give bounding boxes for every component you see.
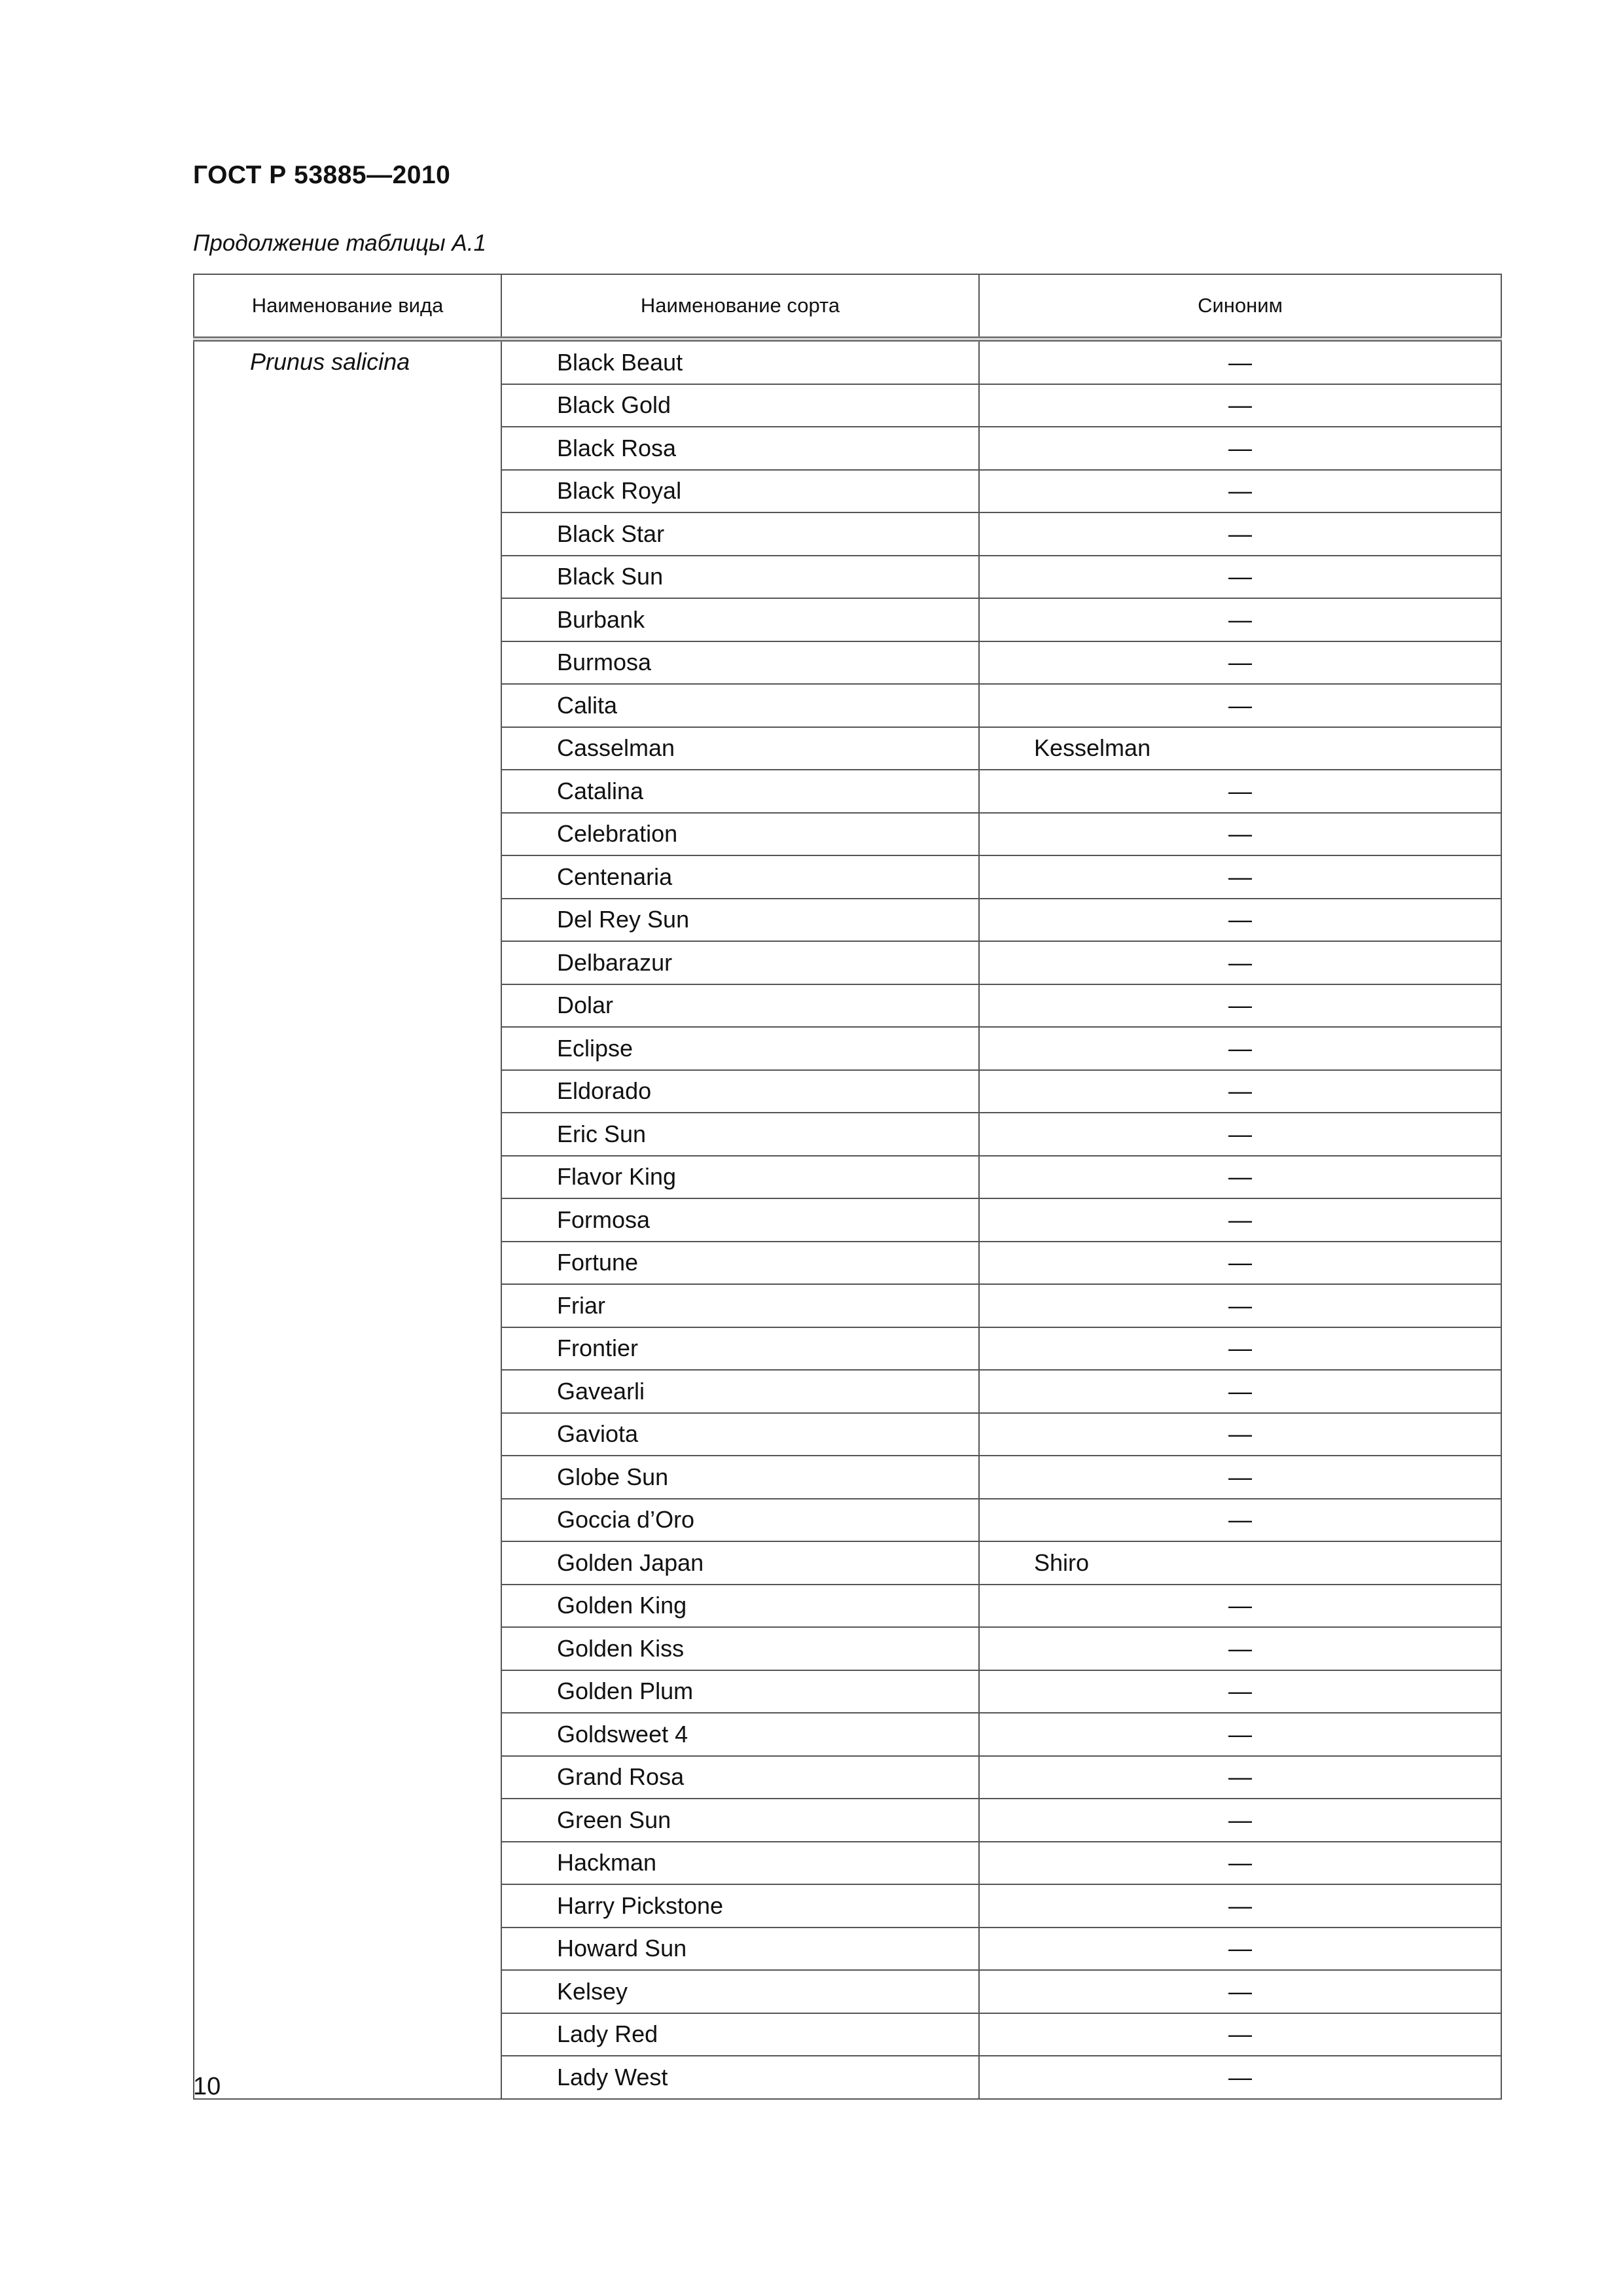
synonym-cell: — [979,1198,1501,1242]
variety-name-cell: Gavearli [501,1370,979,1413]
variety-name-cell: Golden Japan [501,1541,979,1585]
synonym-cell: — [979,1670,1501,1713]
synonym-cell: — [979,1370,1501,1413]
synonym-cell: — [979,427,1501,470]
variety-name-cell: Black Beaut [501,339,979,384]
synonym-cell: — [979,1756,1501,1799]
synonym-cell: — [979,641,1501,685]
table-header-row [194,274,1501,339]
table-row [194,339,1501,384]
variety-name-cell: Gaviota [501,1413,979,1456]
variety-name-cell: Black Gold [501,384,979,427]
synonym-cell: — [979,1413,1501,1456]
synonym-cell: — [979,813,1501,856]
synonym-cell: — [979,855,1501,899]
variety-name-cell: Flavor King [501,1156,979,1199]
variety-name-cell: Celebration [501,813,979,856]
variety-name-cell: Goccia d’Oro [501,1499,979,1542]
column-header-species: Наименование вида [194,274,501,339]
variety-name-cell: Calita [501,684,979,727]
variety-name-cell: Delbarazur [501,941,979,984]
variety-name-cell: Harry Pickstone [501,1884,979,1928]
synonym-cell: — [979,899,1501,942]
synonym-cell: — [979,1884,1501,1928]
variety-name-cell: Globe Sun [501,1456,979,1499]
variety-name-cell: Casselman [501,727,979,770]
synonym-cell: — [979,1242,1501,1285]
synonym-cell: — [979,556,1501,599]
synonym-cell: — [979,1113,1501,1156]
variety-name-cell: Fortune [501,1242,979,1285]
variety-name-cell: Golden Kiss [501,1627,979,1670]
synonym-cell: — [979,770,1501,813]
synonym-cell: — [979,1456,1501,1499]
synonym-cell: — [979,984,1501,1028]
synonym-cell: — [979,598,1501,641]
column-header-synonym: Синоним [979,274,1501,339]
variety-name-cell: Eclipse [501,1027,979,1070]
column-header-variety: Наименование сорта [501,274,979,339]
variety-name-cell: Eldorado [501,1070,979,1113]
variety-name-cell: Burmosa [501,641,979,685]
synonym-cell: — [979,2013,1501,2056]
synonym-cell: — [979,1627,1501,1670]
variety-name-cell: Howard Sun [501,1928,979,1971]
variety-name-cell: Lady West [501,2056,979,2099]
synonym-cell: — [979,1070,1501,1113]
page-number: 10 [193,2073,221,2100]
variety-name-cell: Del Rey Sun [501,899,979,942]
synonym-cell: — [979,1585,1501,1628]
synonym-cell: — [979,512,1501,556]
variety-name-cell: Grand Rosa [501,1756,979,1799]
table-caption: Продолжение таблицы А.1 [193,230,486,256]
variety-name-cell: Kelsey [501,1970,979,2013]
variety-name-cell: Dolar [501,984,979,1028]
variety-name-cell: Goldsweet 4 [501,1713,979,1756]
variety-name-cell: Black Sun [501,556,979,599]
synonym-cell: — [979,1156,1501,1199]
variety-name-cell: Burbank [501,598,979,641]
synonym-cell: — [979,470,1501,513]
synonym-cell: — [979,384,1501,427]
synonym-cell: Shiro [979,1541,1501,1585]
document-code: ГОСТ Р 53885—2010 [193,161,451,189]
varieties-table [193,274,1502,2100]
variety-name-cell: Catalina [501,770,979,813]
synonym-cell: — [979,1799,1501,1842]
variety-name-cell: Black Star [501,512,979,556]
synonym-cell: — [979,2056,1501,2099]
synonym-cell: — [979,1842,1501,1885]
synonym-cell: — [979,1928,1501,1971]
table-body [194,339,1501,2099]
variety-name-cell: Black Royal [501,470,979,513]
species-name-cell: Prunus salicina [194,339,501,2099]
variety-name-cell: Eric Sun [501,1113,979,1156]
synonym-cell: — [979,684,1501,727]
variety-name-cell: Hackman [501,1842,979,1885]
synonym-cell: — [979,1970,1501,2013]
synonym-cell: Kesselman [979,727,1501,770]
synonym-cell: — [979,1027,1501,1070]
variety-name-cell: Centenaria [501,855,979,899]
variety-name-cell: Golden King [501,1585,979,1628]
synonym-cell: — [979,1713,1501,1756]
synonym-cell: — [979,1499,1501,1542]
variety-name-cell: Green Sun [501,1799,979,1842]
synonym-cell: — [979,339,1501,384]
synonym-cell: — [979,1327,1501,1371]
variety-name-cell: Friar [501,1284,979,1327]
variety-name-cell: Lady Red [501,2013,979,2056]
variety-name-cell: Black Rosa [501,427,979,470]
synonym-cell: — [979,941,1501,984]
variety-name-cell: Frontier [501,1327,979,1371]
variety-name-cell: Golden Plum [501,1670,979,1713]
synonym-cell: — [979,1284,1501,1327]
variety-name-cell: Formosa [501,1198,979,1242]
